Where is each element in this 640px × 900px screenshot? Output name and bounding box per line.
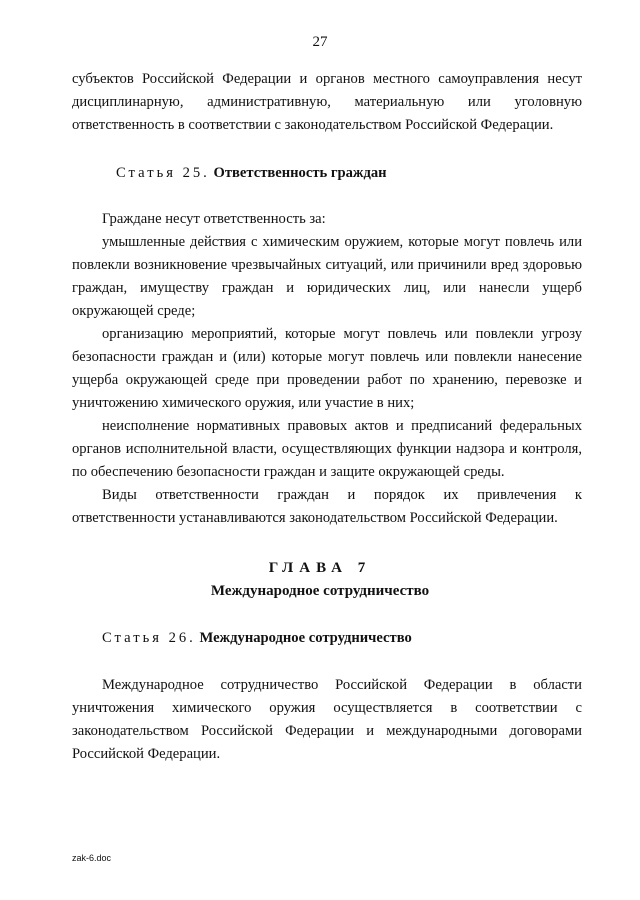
intro-line-3: ответственность в соответствии с законодательством Российской Федерации. [72, 117, 554, 133]
article-25-item-3: неисполнение нормативных правовых актов и предписаний федеральных органов исполнительной власти, осуществляющих функции надзора и контроля, по обеспечению безопасности граждан и защите окружающей среды. [72, 418, 582, 480]
footer-filename: zak-6.doc [72, 853, 112, 863]
article-25-body [72, 208, 582, 530]
article-26-title: Международное сотрудничество [199, 630, 412, 646]
article-25-heading [116, 163, 387, 183]
chapter-title: Международное сотрудничество [210, 583, 430, 599]
intro-paragraph [72, 68, 582, 137]
article-25-item-4: Виды ответственности граждан и порядок их привлечения к ответственности устанавливаются законодательством Российской Федерации. [72, 487, 582, 526]
article-26-body [72, 674, 582, 766]
article-26-label: Статья 26. [102, 630, 196, 646]
article-26-text: Международное сотрудничество Российской Федерации в области уничтожения химического оружия осуществляется в соответствии с законодательством Российской Федерации и международными договорами Российской Федерации. [72, 677, 582, 762]
article-26-heading [102, 628, 412, 648]
article-25-label: Статья 25. [116, 165, 210, 181]
intro-line-1: субъектов Российской Федерации и органов местного самоуправления несут [72, 71, 582, 87]
article-25-item-2: организацию мероприятий, которые могут повлечь или повлекли угрозу безопасности граждан и (или) которые могут повлечь или повлекли нанесение ущерба окружающей среде при проведении работ по хранению, перевозке и уничтожению химического оружия, или участие в них; [72, 326, 582, 411]
article-25-title: Ответственность граждан [213, 165, 387, 181]
article-25-lead: Граждане несут ответственность за: [102, 211, 326, 227]
chapter-label: ГЛАВА 7 [268, 560, 372, 576]
article-25-item-1: умышленные действия с химическим оружием, которые могут повлечь или повлекли возникновение чрезвычайных ситуаций, или причинили вред здоровью граждан, имуществу граждан и юридических лиц, или нанесли ущерб окружающей среде; [72, 234, 582, 319]
page-number: 27 [312, 34, 328, 50]
intro-line-2: дисциплинарную, административную, материальную или уголовную [72, 94, 582, 110]
